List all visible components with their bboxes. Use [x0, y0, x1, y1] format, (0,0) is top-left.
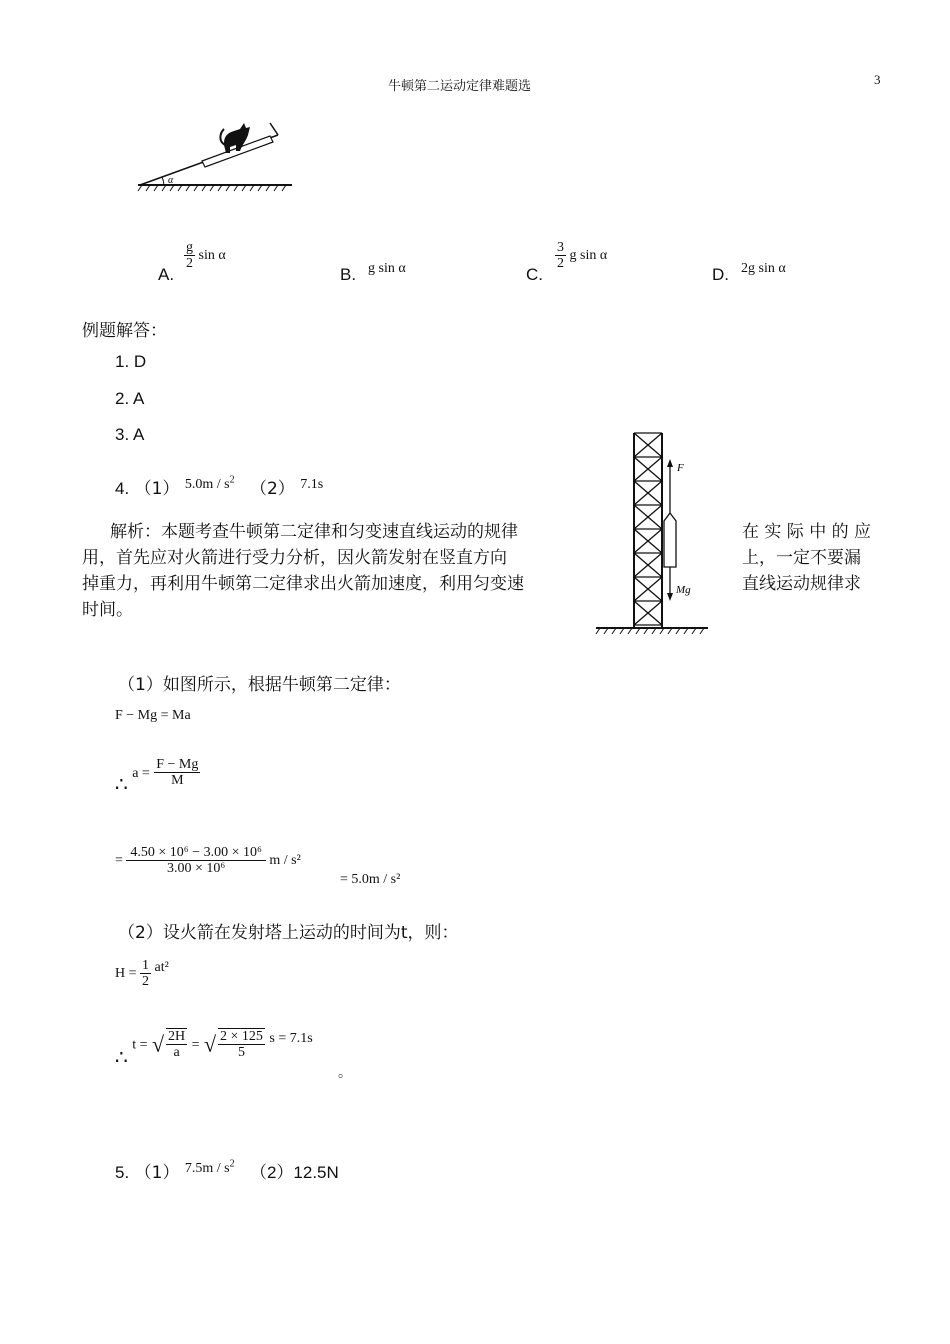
part2-h-formula [115, 958, 169, 990]
answer-4-part2-label: （2） [249, 479, 295, 499]
incline-figure [130, 115, 300, 195]
option-b-expr: g sin α [368, 261, 406, 276]
part1-calc-unit: m / s² [269, 853, 301, 869]
answer-4-part1-label: （1） [134, 479, 180, 499]
answer-5-part1-label: （1） [134, 1163, 180, 1183]
analysis-line2-left: 用，首先应对火箭进行受力分析，因火箭发射在竖直方向 [82, 548, 507, 568]
part1-accel-formula [115, 757, 200, 796]
analysis-line4: 时间。 [82, 600, 133, 620]
option-a-den: 2 [186, 256, 193, 272]
part1-calc-den: 3.00 × 10⁶ [166, 861, 226, 877]
part2-h-num: 1 [142, 958, 150, 973]
answer-4-prefix: 4. [115, 479, 130, 498]
answer-5-part2: （2）12.5N [249, 1163, 339, 1182]
part2-t-rad-num: 2H [168, 1029, 186, 1044]
analysis-line3-right: 直线运动规律求 [742, 574, 861, 594]
part2-h-den: 2 [142, 974, 150, 990]
answer-4-value1-exp: 2 [229, 474, 235, 486]
answer-4 [115, 474, 323, 499]
part2-t-result: s = 7.1s [269, 1031, 313, 1047]
part1-a-lhs: a = [132, 765, 150, 781]
part2-h-tail: at² [154, 960, 169, 976]
therefore-symbol-2: ∴ [115, 1047, 128, 1070]
option-d-letter: D. [712, 265, 729, 284]
option-b-letter: B. [340, 265, 357, 284]
part1-a-num: F − Mg [156, 757, 199, 772]
answer-4-value1: 5.0m / s [184, 477, 230, 492]
option-c-expr [555, 240, 607, 272]
part2-t-eq: = [191, 1037, 200, 1053]
answer-3: 3. A [115, 425, 145, 444]
option-c-tail: g sin α [569, 248, 608, 264]
option-c-letter: C. [526, 265, 543, 284]
part2-intro: （2）设火箭在发射塔上运动的时间为t，则： [118, 923, 459, 943]
part1-calc-result: = 5.0m / s² [340, 872, 401, 887]
part1-eq1: F − Mg = Ma [115, 708, 191, 723]
part2-t-formula: ∴ t = √ $\frac{2H}{a}$ = √ $\frac{2 \times 125}{5}$ s = 7.1s [115, 1029, 313, 1070]
answer-5-prefix: 5. [115, 1163, 130, 1182]
part2-t-rad-den: a [173, 1045, 180, 1061]
part1-calc-num: 4.50 × 10⁶ − 3.00 × 10⁶ [126, 845, 265, 861]
option-a-num: g [186, 240, 193, 255]
part1-intro: （1）如图所示，根据牛顿第二定律： [118, 675, 401, 695]
part1-calc-eq: = [115, 853, 123, 869]
analysis-line3-left: 掉重力，再利用牛顿第二定律求出火箭加速度，利用匀变速 [82, 574, 524, 594]
analysis-line2-right: 上，一定不要漏 [742, 548, 861, 568]
answer-5-value1: 7.5m / s [184, 1161, 230, 1176]
part1-a-den: M [171, 773, 184, 789]
launch-tower-figure [590, 425, 715, 640]
option-c-den: 2 [557, 256, 564, 272]
answer-2: 2. A [115, 389, 145, 408]
option-a-tail: sin α [198, 248, 226, 264]
part2-h-lhs: H = [115, 966, 137, 982]
angle-label: α [168, 175, 174, 186]
answers-heading: 例题解答： [82, 321, 167, 341]
part2-t-rad2-num: 2 × 125 [220, 1029, 263, 1044]
option-a-letter: A. [158, 265, 175, 284]
option-c-num: 3 [557, 240, 564, 255]
force-down-label: Mg [676, 584, 691, 596]
page-number: 3 [874, 72, 881, 87]
option-a-expr [184, 240, 226, 272]
part2-period: 。 [338, 1065, 352, 1081]
therefore-symbol-1: ∴ [115, 773, 128, 796]
answer-4-value2: 7.1s [300, 477, 324, 492]
answer-1: 1. D [115, 352, 147, 371]
part1-calc [115, 845, 301, 877]
part2-t-rad2-den: 5 [237, 1045, 245, 1061]
part2-t-lhs: t = [132, 1037, 148, 1053]
force-up-label: F [677, 462, 684, 474]
answer-5 [115, 1158, 339, 1183]
answer-5-value1-exp: 2 [229, 1158, 235, 1170]
option-d-expr: 2g sin α [741, 261, 786, 276]
analysis-line1-left: 解析：本题考查牛顿第二定律和匀变速直线运动的规律 [110, 522, 518, 542]
analysis-line1-right: 在 实 际 中 的 应 [742, 522, 872, 542]
page-header-title: 牛顿第二运动定律难题选 [388, 79, 532, 94]
